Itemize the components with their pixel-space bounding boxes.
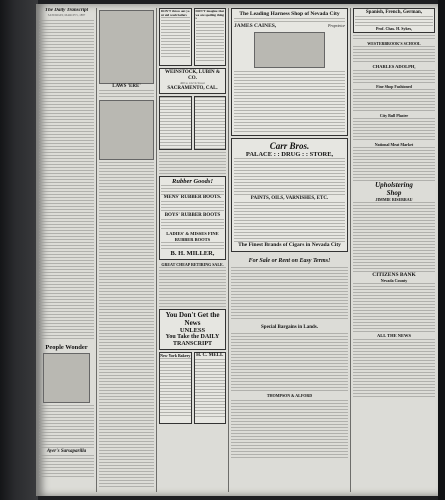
column-rule [156,8,157,492]
dont-ad [194,8,227,66]
ad-text [161,242,224,250]
dont-ad-text: DON'T imagine that we are spoiling things [195,9,224,21]
article-text [39,455,94,477]
ad-text [196,21,225,63]
harness-ad [231,8,348,136]
ad-text [353,46,435,64]
ad-footer: Ayer's Sarsaparilla [46,449,87,455]
ladies-boots: LADIES' & MISSES FINE RUBBER BOOTS [166,231,219,242]
ad-text [353,70,435,84]
article-text [159,267,226,307]
harness-name: JAMES CAINES, [234,22,277,29]
ad-text [234,158,345,196]
take-transcript-text: You Take the DAILY TRANSCRIPT [165,334,220,348]
cartoon-caption: LAWS 'ERE' [112,84,141,89]
mell-ad [194,352,227,424]
paints-text: PAINTS, OILS, VARNISHES, ETC. [250,196,329,201]
westerbrook-school: WESTERBROOK'S SCHOOL [367,41,421,46]
ad-text [353,89,435,113]
ad-text [39,405,94,449]
dont-ad [194,96,227,150]
unless-text: UNLESS [179,326,206,334]
article-text [39,20,94,340]
carr-bros-ad [231,138,348,252]
dont-ad [159,96,192,150]
article-text [231,400,348,460]
language-ad [353,8,435,33]
teacher-name: Prof. Chas. H. Sykes, [375,26,413,31]
column-3 [159,8,226,492]
fine-shop: Fine Shop Fashioned [376,83,412,89]
languages-title: Spanish, French, German, [365,10,423,15]
column-rule [228,8,229,492]
harness-title: The Leading Harness Shop of Nevada City [239,11,340,17]
national-meat-market: National Meat Market [374,141,414,147]
dont-ad-text: DON'T throw out your old wash boilers [161,9,190,17]
column-4 [231,8,348,492]
transcript-ad [159,309,226,351]
newspaper-page [36,4,438,496]
column-1 [39,8,94,492]
column-rule [350,8,351,492]
column-5 [353,8,435,492]
dont-ads-row [159,96,226,150]
weinstock-address: 400 to 412 K Street [180,81,205,85]
rubber-goods-ad [159,176,226,260]
ad-text [353,147,435,181]
bakery-ad [159,352,192,424]
ad-text [234,18,345,23]
ad-headline: People Wonder [45,343,88,351]
cartoon-illustration [99,100,154,160]
weinstock-name: WEINSTOCK, LUBIN & CO. [164,70,221,81]
business-cards-row [159,352,226,424]
column-2 [99,8,154,492]
weinstock-ad [159,68,226,94]
cigars-text: The Finest Brands of Cigars in Nevada City [238,242,341,248]
cheap-sale-heading: GREAT CHEAP RETIRING SALE. [161,261,224,267]
ad-illustration [43,353,90,403]
page-edge [438,0,445,500]
article-text [231,267,348,319]
ad-text [353,202,435,272]
article-text [159,152,226,174]
cartoon-illustration [99,10,154,84]
ad-text [161,201,224,213]
upholstering-heading: Upholstering [375,180,413,189]
masthead-date: SATURDAY, MARCH 5, 1887 [47,13,86,17]
ad-text [353,118,435,142]
harness-role: Proprietor [328,22,345,28]
dont-ads-row [159,8,226,66]
ad-text [161,17,190,59]
article-text [99,162,154,488]
palace-drug-store: PALACE : : DRUG : : STORE, [245,150,334,158]
news-headline: You Don't Get the News [165,310,220,327]
miller-name: B. H. MILLER, [170,250,215,258]
carriage-illustration [254,32,325,68]
column-rule [96,8,97,492]
ad-text [234,71,345,133]
masthead-title: The Daily Transcript [44,8,89,13]
dont-ad [159,8,192,66]
caption-text [99,90,154,98]
ad-text [353,35,435,41]
ad-text [353,283,435,333]
city-mill: City Bull Plaster [379,112,409,118]
ad-text [160,358,191,418]
ad-text [234,202,345,242]
citizens-bank: CITIZENS BANK [372,271,416,278]
ad-text [161,219,224,231]
rubber-goods-title: Rubber Goods! [172,177,213,185]
thompson-alford: THOMPSON & ALFORD [266,392,313,398]
special-bargains-heading: Special Bargains in Lands. [261,324,318,330]
for-sale-heading: For Sale or Rent on Easy Terms! [248,257,331,264]
ad-text [161,185,224,195]
mens-boots: MENS' RUBBER BOOTS. [163,195,222,201]
ad-text [195,359,226,419]
mell-name: H. C. MELL [196,353,224,359]
ad-text [353,339,435,399]
shop-heading: Shop [386,188,402,197]
weinstock-city: SACRAMENTO, CAL. [167,85,218,91]
charles-adolph: CHARLES ADOLPH, [372,64,416,69]
jimmie-risebrau: JIMMIE RISEBRAU [375,196,413,202]
article-text [231,333,348,393]
nevada-county: Nevada County [380,278,408,283]
bakery-title: New York Bakery [160,353,191,359]
carr-bros-title: Carr Bros. [269,140,310,151]
all-the-news: ALL THE NEWS [377,333,411,338]
book-binding [0,0,38,500]
ad-text [355,16,433,26]
boys-boots: BOYS' RUBBER BOOTS [164,213,221,219]
